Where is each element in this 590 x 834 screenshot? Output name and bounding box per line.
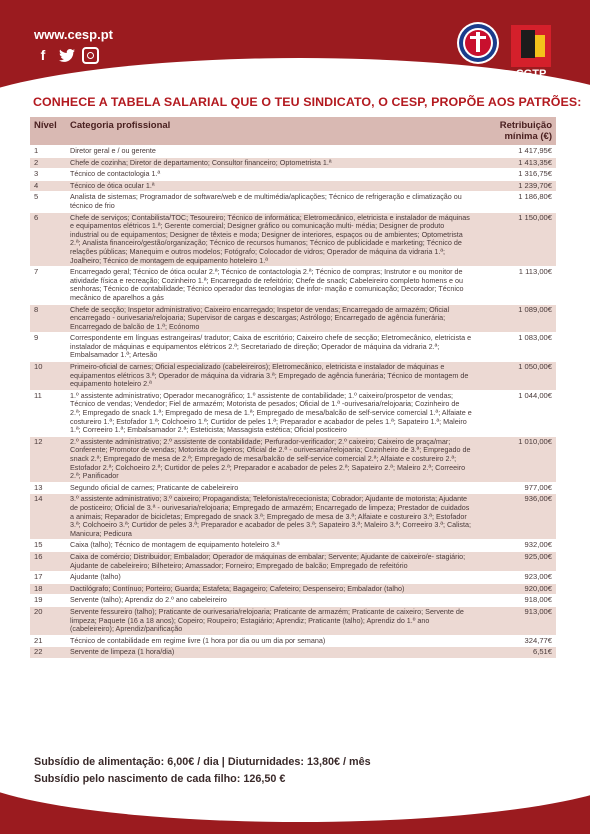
table-row — [30, 551, 556, 571]
row-nivel: 12 — [30, 436, 66, 482]
table-row — [30, 212, 556, 267]
cesp-logo — [455, 20, 501, 90]
row-categoria: 1.º assistente administrativo; Operador mecanográfico; 1.º assistente de contabilidade; 1.º caixeiro/prospetor de vendas; Técnico de vendas; Vendedor; Fiel de armazém; Motorista de pesados; Oficial de 1.ª -ourivesaria/relojoaria; Cozinheiro de 2.ª; Empregado de snack 1.ª; Empregado de mesa de 1.ª; Empregado de mesa/balcão de self-service comercial 1.ª; Alfaiate e costureiro 1.ª; Estofador 1.ª; Colchoeiro 1.ª; Curtidor de peles 1.ª; Preparador e acabador de peles 1.ª; Sapateiro 1.ª; Maleiro 1.ª; Correeiro 1.ª; Embalsamador 2.ª; Esteticista; Massagista estética; Oficial posticeiro — [66, 390, 476, 436]
table-row — [30, 333, 556, 362]
social-links — [34, 46, 99, 64]
row-valor: 923,00€ — [476, 572, 556, 584]
row-valor: 913,00€ — [476, 606, 556, 635]
row-categoria: Chefe de serviços; Contabilista/TOC; Tesoureiro; Técnico de informática; Eletromecânico, eletricista e instalador de máquinas e equipamentos elétricos 1.ª; Gerente comercial; Designer gráfico ou comunicação multi- média; Designer de produto industrial ou de equipamentos; Designer de têxteis e moda; Designer de interiores, espaços ou de ambientes; Optometrista 2.ª; Analista financeiro/gestão/organização; Técnico de recursos humanos; Técnico de publicidade e marketing; Técnico de relações públicas; Manequim e outros modelos; Fotógrafo; Colocador de vidros; Operador de máquina da vidraria 1.ª; Joalheiro; Técnico de montagem de equipamento hoteleiro 1.ª — [66, 212, 476, 267]
row-valor: 1 083,00€ — [476, 333, 556, 362]
row-valor: 1 044,00€ — [476, 390, 556, 436]
header-retribuicao: Retribuição mínima (€) — [476, 117, 556, 146]
salary-table — [30, 117, 556, 659]
row-categoria: Servente (talho); Aprendiz do 2.º ano cabeleireiro — [66, 595, 476, 607]
row-categoria: Chefe de secção; Inspetor administrativo; Caixeiro encarregado; Inspetor de vendas; Encarregado de armazém; Oficial encarregado - ourivesaria/relojoaria; Supervisor de cargas e descargas; Astrólogo; Encarregado de agência funerária; Encarregado de balcão de 1.ª; Ecónomo — [66, 304, 476, 333]
row-categoria: 2.º assistente administrativo; 2.º assistente de contabilidade; Perfurador-verificador; 2.º caixeiro; Caixeiro de praça/mar; Conferente; Promotor de vendas; Motorista de ligeiros; Oficial de 2.ª - ourivesaria/relojoaria; Cozinheiro de 3.ª; Empregado de snack 2.ª; Empregado de mesa de 2.ª; Empregado de mesa/balcão de self-service comercial 2.ª; Alfaiate e costureiro 2.ª; Estofador 2.ª; Colchoeiro 2.ª; Curtidor de peles 2.ª; Preparador e acabador de peles 2.ª; Sapateiro 2.ª; Maleiro 2.ª; Correeiro 2.ª; Panificador — [66, 436, 476, 482]
row-nivel: 22 — [30, 647, 66, 659]
row-nivel: 6 — [30, 212, 66, 267]
cgtp-logo — [511, 25, 551, 85]
row-categoria: Analista de sistemas; Programador de software/web e de multimédia/aplicações; Técnico de refrigeração e climatização ou técnico de frio — [66, 192, 476, 212]
meal-allowance-note: Subsídio de alimentação: 6,00€ / dia | Diuturnidades: 13,80€ / mês — [34, 756, 371, 768]
row-valor: 6,51€ — [476, 647, 556, 659]
row-categoria: Segundo oficial de carnes; Praticante de cabeleireiro — [66, 482, 476, 494]
table-row — [30, 267, 556, 304]
website-link[interactable]: www.cesp.pt — [34, 27, 113, 42]
row-categoria: Correspondente em línguas estrangeiras/ tradutor; Caixa de escritório; Caixeiro chefe de secção; Eletromecânico, eletricista e instalador de máquinas e equipamentos elétricos 2.ª; Secretariado de direção; Operador de máquina da vidraria 2.ª; Embalsamador 1.ª; Artesão — [66, 333, 476, 362]
row-categoria: Servente fessureiro (talho); Praticante de ourivesaria/relojoaria; Praticante de armazém; Praticante de caixeiro; Servente de limpeza; Paquete (16 a 18 anos); Copeiro; Roupeiro; Estagiário; Aprendiz; Praticante (talho); Aprendiz do 1.º ano (cabeleireiro); Aprendiz/panificação — [66, 606, 476, 635]
row-nivel: 19 — [30, 595, 66, 607]
table-row — [30, 606, 556, 635]
table-row — [30, 540, 556, 552]
svg-text:INTERSINDICAL NACIONAL: INTERSINDICAL NACIONAL — [511, 80, 551, 84]
row-nivel: 11 — [30, 390, 66, 436]
header-banner — [0, 0, 590, 94]
table-row — [30, 362, 556, 391]
row-nivel: 7 — [30, 267, 66, 304]
header-categoria: Categoria profissional — [66, 117, 476, 146]
row-valor: 932,00€ — [476, 540, 556, 552]
header-nivel: Nível — [30, 117, 66, 146]
row-valor: 936,00€ — [476, 494, 556, 540]
table-row — [30, 583, 556, 595]
row-categoria: Encarregado geral; Técnico de ótica ocular 2.ª; Técnico de contactologia 2.ª; Técnico de compras; Instrutor e ou monitor de atividade física e recreação; Cozinheiro 1.ª; Encarregado de refeitório; Chefe de snack; Cabeleireiro completo homens e ou senhoras; Técnico de contabilidade; Técnico operador das tecnologias de infor- mação e comunicação; Decorador; Técnico mecânico de aparelhos a gás — [66, 267, 476, 304]
row-valor: 1 050,00€ — [476, 362, 556, 391]
table-row — [30, 595, 556, 607]
row-categoria: Técnico de contactologia 1.ª — [66, 169, 476, 181]
row-categoria: Técnico de ótica ocular 1.ª — [66, 180, 476, 192]
row-nivel: 2 — [30, 157, 66, 169]
row-categoria: Ajudante (talho) — [66, 572, 476, 584]
row-nivel: 14 — [30, 494, 66, 540]
row-categoria: Diretor geral e / ou gerente — [66, 146, 476, 158]
row-categoria: 3.º assistente administrativo; 3.º caixeiro; Propagandista; Telefonista/rececionista; Cobrador; Ajudante de motorista; Ajudante de posticeiro; Oficial de 3.ª - ourivesaria/relojoaria; Empregado de armazém; Encarregado de limpeza; Prestador de cuidados a animais; Reparador de bicicletas; Empregado de snack 3.ª; Empregado de mesa de 3.ª; Alfaiate e costureiro 3.ª; Estofador 3.ª; Colchoeiro 3.ª; Curtidor de peles 3.ª; Preparador e acabador de peles 3.ª; Sapateiro 3.ª; Maleiro 3.ª; Correeiro 3.ª; Calista; Manicura; Pedicura — [66, 494, 476, 540]
table-row — [30, 647, 556, 659]
row-valor: 920,00€ — [476, 583, 556, 595]
row-valor: 1 089,00€ — [476, 304, 556, 333]
footer-banner — [0, 790, 590, 834]
row-nivel: 10 — [30, 362, 66, 391]
row-nivel: 5 — [30, 192, 66, 212]
table-row — [30, 146, 556, 158]
table-row — [30, 482, 556, 494]
row-valor: 977,00€ — [476, 482, 556, 494]
table-row — [30, 157, 556, 169]
table-header-row — [30, 117, 556, 146]
svg-text:CGTP: CGTP — [515, 68, 547, 80]
instagram-icon[interactable] — [82, 47, 99, 64]
svg-text:CESP: CESP — [461, 71, 495, 85]
row-nivel: 18 — [30, 583, 66, 595]
table-row — [30, 390, 556, 436]
row-nivel: 20 — [30, 606, 66, 635]
table-row — [30, 494, 556, 540]
table-row — [30, 572, 556, 584]
table-row — [30, 169, 556, 181]
table-row — [30, 192, 556, 212]
page-title: CONHECE A TABELA SALARIAL QUE O TEU SINDICATO, O CESP, PROPÕE AOS PATRÕES: — [33, 95, 582, 109]
facebook-icon[interactable]: f — [40, 47, 46, 63]
row-categoria: Caixa (talho); Técnico de montagem de equipamento hoteleiro 3.ª — [66, 540, 476, 552]
row-valor: 1 113,00€ — [476, 267, 556, 304]
row-nivel: 17 — [30, 572, 66, 584]
row-valor: 925,00€ — [476, 551, 556, 571]
row-valor: 1 186,80€ — [476, 192, 556, 212]
row-nivel: 16 — [30, 551, 66, 571]
row-nivel: 15 — [30, 540, 66, 552]
row-categoria: Dactilógrafo; Contínuo; Porteiro; Guarda; Estafeta; Bagageiro; Cafeteiro; Despenseiro; Embalador (talho) — [66, 583, 476, 595]
row-nivel: 9 — [30, 333, 66, 362]
row-valor: 1 417,95€ — [476, 146, 556, 158]
row-nivel: 1 — [30, 146, 66, 158]
row-categoria: Primeiro-oficial de carnes; Oficial especializado (cabeleireiros); Eletromecânico, eletricista e instalador de máquinas e equipamentos elétricos 3.ª; Operador de máquina da vidraria 3.ª; Empregado de agência funerária; Técnico de montagem de equipamento hoteleiro 2.ª — [66, 362, 476, 391]
birth-allowance-note: Subsídio pelo nascimento de cada filho: 126,50 € — [34, 773, 286, 785]
row-nivel: 8 — [30, 304, 66, 333]
row-valor: 918,00€ — [476, 595, 556, 607]
row-categoria: Técnico de contabilidade em regime livre (1 hora por dia ou um dia por semana) — [66, 635, 476, 647]
row-categoria: Caixa de comércio; Distribuidor; Embalador; Operador de máquinas de embalar; Servente; Ajudante de caixeiro/e- stagiário; Ajudante de cabeleireiro; Bilheteiro; Amassador; Forneiro; Empregado de balcão; Empregado de refeitório — [66, 551, 476, 571]
table-row — [30, 436, 556, 482]
table-row — [30, 304, 556, 333]
row-nivel: 21 — [30, 635, 66, 647]
row-categoria: Chefe de cozinha; Diretor de departamento; Consultor financeiro; Optometrista 1.ª — [66, 157, 476, 169]
row-nivel: 4 — [30, 180, 66, 192]
row-valor: 1 413,35€ — [476, 157, 556, 169]
row-valor: 1 150,00€ — [476, 212, 556, 267]
row-valor: 1 316,75€ — [476, 169, 556, 181]
row-valor: 1 239,70€ — [476, 180, 556, 192]
row-categoria: Servente de limpeza (1 hora/dia) — [66, 647, 476, 659]
row-nivel: 13 — [30, 482, 66, 494]
row-nivel: 3 — [30, 169, 66, 181]
twitter-icon[interactable] — [58, 46, 76, 64]
table-row — [30, 635, 556, 647]
table-row — [30, 180, 556, 192]
row-valor: 324,77€ — [476, 635, 556, 647]
row-valor: 1 010,00€ — [476, 436, 556, 482]
